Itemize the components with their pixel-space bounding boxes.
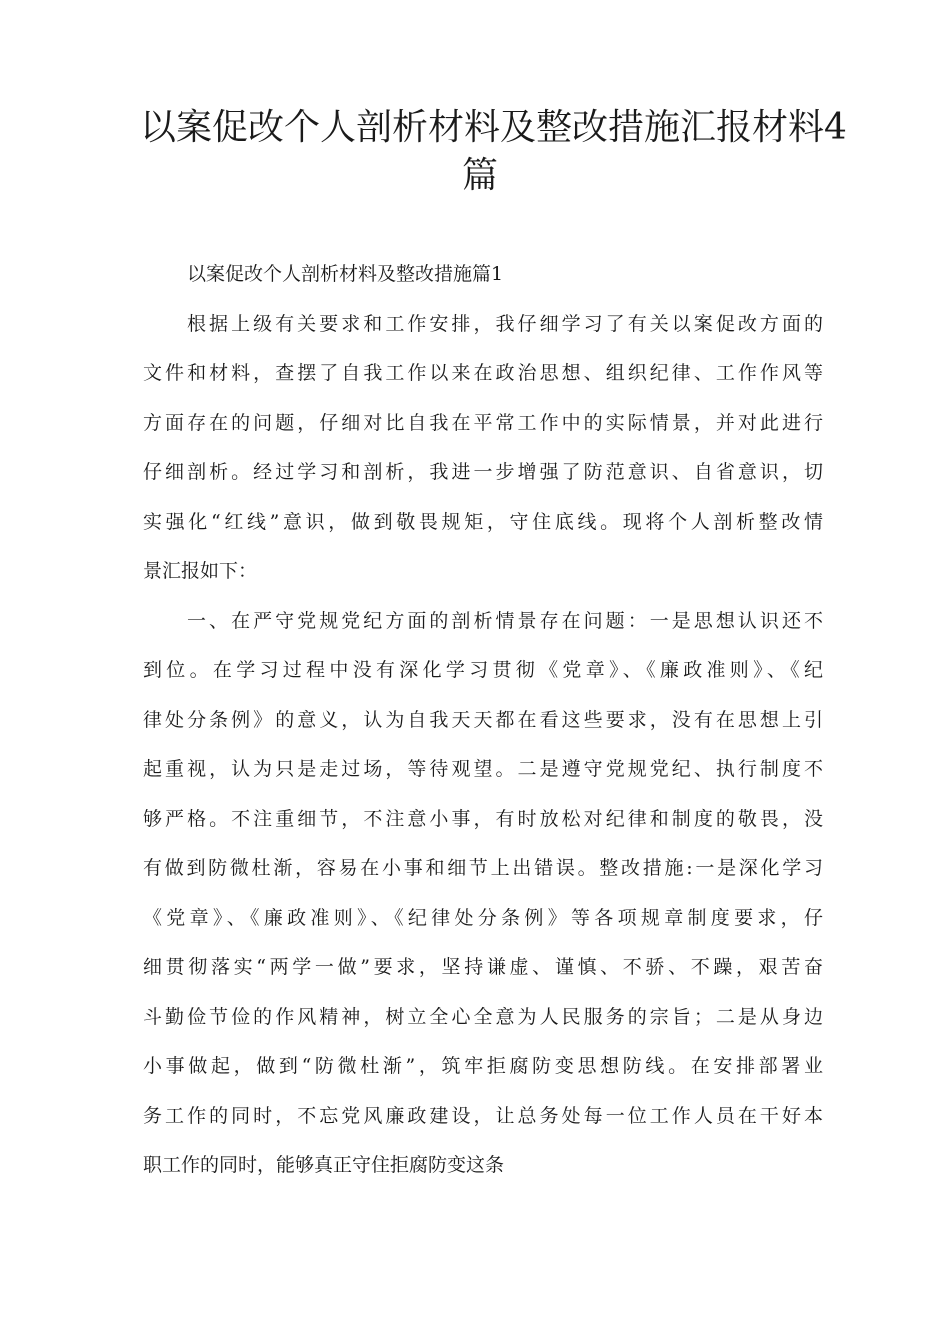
- text-line: 文件和材料，查摆了自我工作以来在政治思想、组织纪律、工作作风等: [143, 362, 823, 384]
- text-line: 方面存在的问题，仔细对比自我在平常工作中的实际情景，并对此进行: [143, 411, 823, 434]
- section-heading: 以案促改个人剖析材料及整改措施篇1: [187, 263, 504, 285]
- title-line: 篇: [461, 155, 498, 196]
- text-line: 到位。在学习过程中没有深化学习贯彻《党章》、《廉政准则》、《纪: [143, 659, 823, 681]
- title-line: 以案促改个人剖析材料及整改措施汇报材料4: [140, 107, 847, 148]
- text-line: 斗勤俭节俭的作风精神，树立全心全意为人民服务的宗旨；二是从身边: [143, 1005, 823, 1028]
- text-line: 小事做起，做到“防微杜渐”，筑牢拒腐防变思想防线。在安排部署业: [143, 1055, 823, 1077]
- text-line: 细贯彻落实“两学一做”要求，坚持谦虚、谨慎、不骄、不躁，艰苦奋: [143, 956, 823, 978]
- text-line: 一、在严守党规党纪方面的剖析情景存在问题：一是思想认识还不: [187, 609, 823, 632]
- paragraph-1: [143, 300, 823, 597]
- paragraph-2: [143, 597, 823, 1191]
- text-line: 务工作的同时，不忘党风廉政建设，让总务处每一位工作人员在干好本: [143, 1104, 823, 1127]
- text-line: 律处分条例》的意义，认为自我天天都在看这些要求，没有在思想上引: [143, 708, 823, 731]
- text-line: 实强化“红线”意识，做到敬畏规矩，守住底线。现将个人剖析整改情: [143, 510, 823, 533]
- text-line: 根据上级有关要求和工作安排，我仔细学习了有关以案促改方面的: [187, 312, 823, 335]
- text-line: 景汇报如下：: [143, 560, 258, 582]
- text-line: 够严格。不注重细节，不注意小事，有时放松对纪律和制度的敬畏，没: [143, 807, 823, 830]
- text-line: 仔细剖析。经过学习和剖析，我进一步增强了防范意识、自省意识，切: [143, 461, 823, 483]
- text-line: 起重视，认为只是走过场，等待观望。二是遵守党规党纪、执行制度不: [143, 758, 823, 780]
- text-line: 职工作的同时，能够真正守住拒腐防变这条: [143, 1154, 505, 1176]
- document-body: [143, 250, 823, 1191]
- text-line: 有做到防微杜渐，容易在小事和细节上出错误。整改措施:一是深化学习: [143, 857, 823, 879]
- document-title: [140, 104, 847, 200]
- text-line: 《党章》、《廉政准则》、《纪律处分条例》等各项规章制度要求，仔: [143, 906, 823, 929]
